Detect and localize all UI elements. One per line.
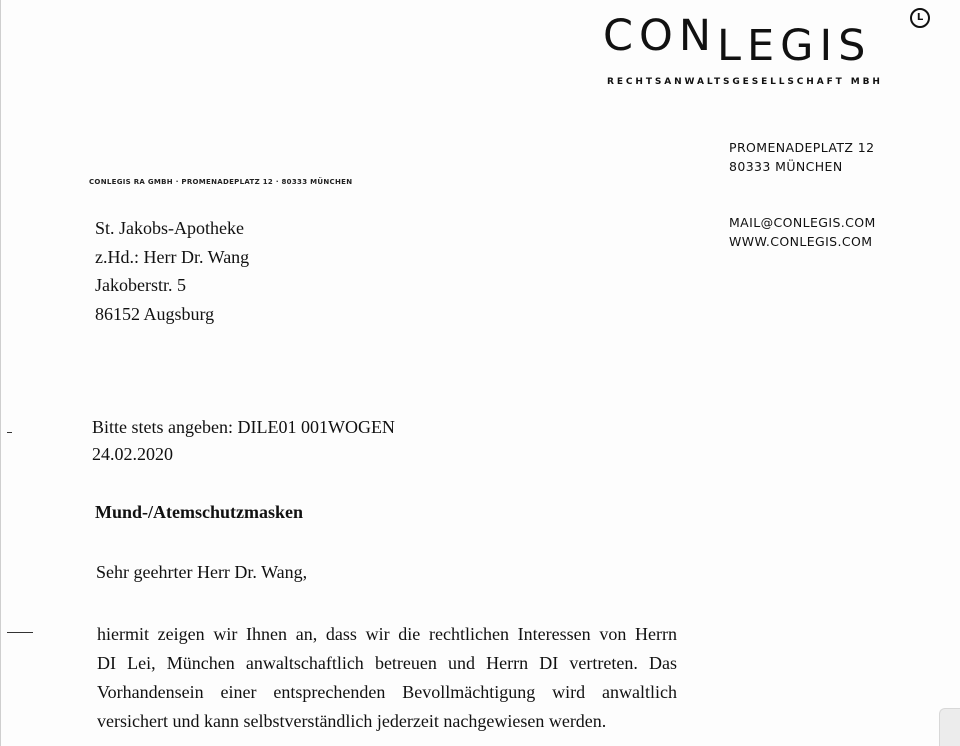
letter-subject: Mund-/Atemschutzmasken [95, 502, 304, 522]
recipient-address [95, 214, 249, 328]
firm-address-street: PROMENADEPLATZ 12 [729, 140, 875, 155]
recipient-line: z.Hd.: Herr Dr. Wang [95, 246, 250, 267]
logo-word-part1: CON [603, 11, 718, 61]
body-line: versichert und kann selbstverständlich jederzeit nachgewiesen werden. [97, 711, 607, 731]
body-line: DI Lei, München anwaltschaftlich betreuen und Herrn DI vertreten. Das [97, 653, 677, 673]
body-line: hiermit zeigen wir Ihnen an, dass wir die rechtlichen Interessen von Herrn [97, 624, 677, 644]
conlegis-logo [603, 6, 943, 96]
firm-address [729, 138, 874, 176]
recipient-line: St. Jakobs-Apotheke [95, 218, 244, 238]
page-corner-fold [939, 708, 960, 746]
letter-date: 24.02.2020 [92, 444, 173, 464]
recipient-line: Jakoberstr. 5 [95, 275, 186, 295]
firm-address-city: 80333 MÜNCHEN [729, 159, 843, 174]
logo-subtitle: RECHTSANWALTSGESELLSCHAFT MBH [607, 77, 883, 87]
punch-mark [7, 632, 33, 633]
logo-word-part2: LEGIS [717, 21, 872, 71]
firm-contact [729, 213, 876, 251]
reference-line: Bitte stets angeben: DILE01 001WOGEN [92, 417, 395, 437]
fold-mark [7, 432, 12, 433]
salutation: Sehr geehrter Herr Dr. Wang, [96, 562, 308, 582]
recipient-line: 86152 Augsburg [95, 303, 215, 324]
firm-website: WWW.CONLEGIS.COM [729, 234, 873, 249]
letter-body [97, 620, 677, 736]
logo-circle-mark-icon: L [910, 8, 930, 28]
sender-return-line: CONLEGIS RA GMBH · PROMENADEPLATZ 12 · 80333 MÜNCHEN [89, 178, 353, 186]
reference-block [92, 414, 395, 468]
firm-email: MAIL@CONLEGIS.COM [729, 215, 876, 230]
logo-wordmark [603, 6, 872, 71]
body-line: Vorhandensein einer entsprechenden Bevollmächtigung wird anwaltlich [97, 682, 677, 702]
